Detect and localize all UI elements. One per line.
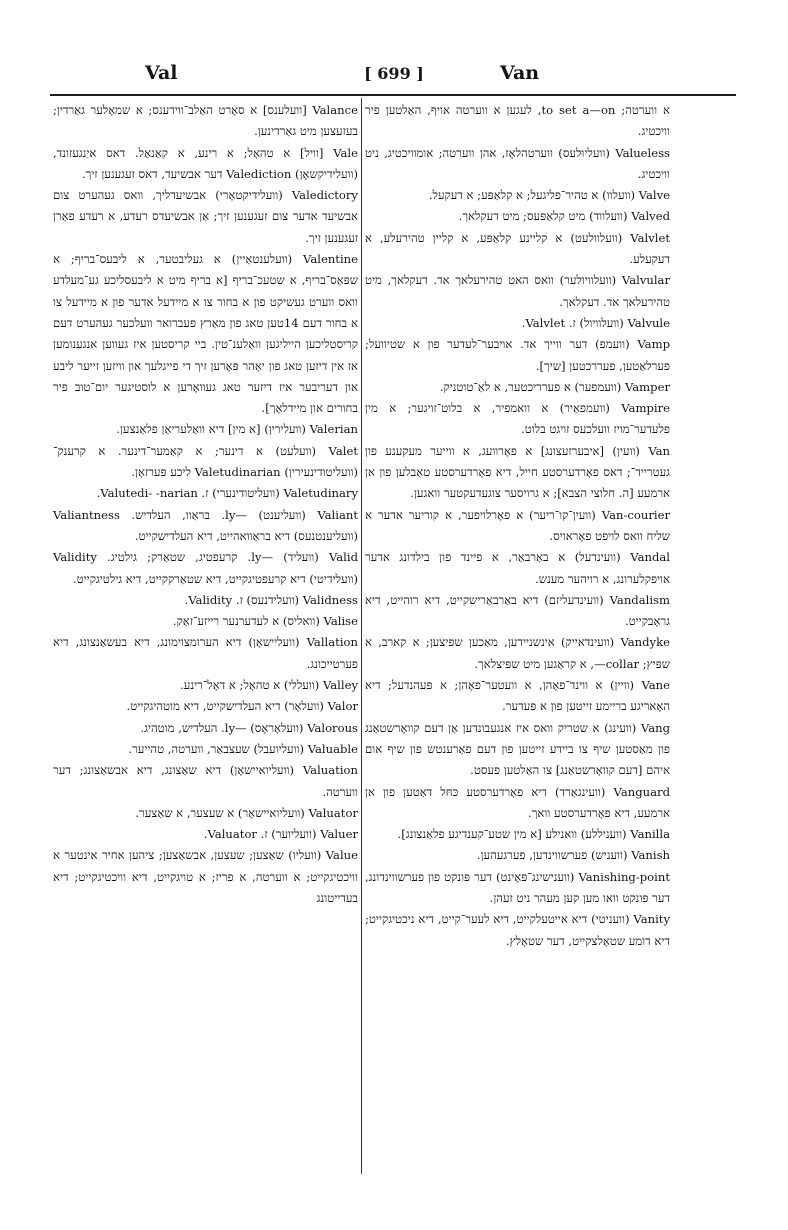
dictionary-entry: Valuator (וועליואיישאָר) א שעצער, א שאַצער. [135, 805, 358, 820]
dictionary-entry: Van-courier (וועין־קו־ריער) א פאָרלויפער, א קוריער אדער א שליח וואס לויפט פאָראויס. [365, 507, 670, 543]
header-rule [50, 94, 736, 96]
dictionary-entry: Valetudinary (וועליטודינערי) ז. Valutedi- -narian. [96, 486, 358, 501]
dictionary-entry: Valet (וועלעט) א דינער; א קאַמער־דינער. א קרענק־ (וועליטודינעירין) Valetudinarian ליכע פּערזאָן. [53, 443, 358, 480]
dictionary-entry: Vallation (וועליישאָן) דיא הערומצוימונג, דיא בעשאַנצונג, דיא פערטייכונג. [53, 635, 358, 671]
dictionary-entry: Valedictory (וועלידיקטאָרי) אבשיעדליך, וואס געהערט צום אבשיעד אדער צום זעגענען זיך; אַן אבשיעדס רעדע, א רעדע פאַרן זעגענען זיך. [53, 188, 358, 245]
dictionary-entry: Valvular (וועלוויולער) וואס האט טהירעלאך אד. דעקלאך, מיט טהירעלאך אד. דעקלאך. [365, 273, 670, 309]
left-running-head: Val [145, 62, 178, 84]
dictionary-entry: Valuer (וועליוער) ז. Valuator. [203, 827, 358, 842]
right-running-head: Van [500, 62, 540, 84]
dictionary-entry: Vanish (וועניש) פערשווינדען, פערגעהען. [476, 848, 670, 863]
dictionary-entry: Vanity (וועניטי) דיא אייטעלקייט, דיא לעער־קייט, דיא ניכטיגקייט; דיא דומע שטאָלצקייט, דער שטאָלץ. [365, 912, 670, 948]
dictionary-entry: Valerian (וועלירין) [א מין] דיא וואַלעריאַן פלאַנצען. [116, 422, 358, 437]
dictionary-entry: Valorous (וועלאָראָס) —ly. העלדיש, מוטהיג. [140, 720, 358, 735]
dictionary-entry: Van (וועין) [איבערזעצונג] א פאָרוועג, א ווייער מעקענע פון געטרייד־; דאס פאָרדערסטע חייל, דיא פאָרדערסטע טאַבלען פון אן ארמעע [ה. חלוצי הצבא]; א גרויסער צוגעדעקטער וואגען. [365, 443, 670, 501]
dictionary-entry: Valvlet (וועלוולעט) א קליינע קלאַפּע, א קליין טהירעלע, א דעקעלע. [365, 230, 670, 267]
page-number: [ 699 ] [364, 64, 424, 83]
dictionary-entry: Valise (וואליס) א לעדערנער רייזע־זאַק. [172, 614, 358, 629]
dictionary-entry: Validness (וועלידנעס) ז. Validity. [184, 592, 358, 607]
dictionary-entry: Valuation (וועליואיישאָן) דיא שאַצונג, דיא אבשאַצונג; דער ווערטה. [53, 763, 358, 799]
dictionary-entry: Vandalism (וועינדעליזם) דיא באַרבאַרישקייט, דיא רוהייט, דיא גראָבקייט. [365, 592, 670, 629]
dictionary-entry: Valved (וועלווד) מיט קלאַפּעס; מיט דעקלאך. [458, 209, 670, 224]
dictionary-entry: Vandal (וועינדעל) א באַרבאַר, א פיינד פון בילדונג אדער אויפקלערונג, א רויהער מענש. [365, 550, 670, 586]
right-column [365, 100, 670, 952]
dictionary-entry: Valor (וועלאָר) דיא העלדישקייט, דיא מוטהיגקייט. [126, 699, 358, 714]
dictionary-entry: Vang (וועינג) א שטריק וואס איז אנגעבונדען אַן דעם קוואָרשטאַנג פון מאַסטען שיף צו ביידע זייטען פון דעם פאַרענטש פון שיף אום איהם [דעם קוואָרשטאַנג] צו האַלטען פעסט. [365, 720, 670, 778]
dictionary-entry: Vale [וויל] א טהאָל; א רינע, א קאַנאַל. דאס איַנגעזונד, (וועלידיקשאָן) Valediction דער אבשיעד, דאס זעגענען זיך. [53, 145, 358, 181]
dictionary-entry: Valentine (וועלענטאַיין) א געליבטער, א ליבעס־בריף; א שפּאַס־בריף, א שטעכ־בריף [א בריף מיט א ליבעסליכע גע־מעלדע וואס ווערט געשיקט פון א בחור צו א מיידעל אדער פון א מיידעל צו א בחור דעם 14טען טאג פון מאַרץ פעברואר וועלכער געהערט דעם קריסטליכען הייליגען וואַלענ־טין. ביי קריסטען איז געווען אנגענומען אז אין דיזען טאג פון יאָהר פּאָרען זיך די פייגלעך און וויזען זייער ליבע און דעריבער איז דיזער טאג געוואָרען א לוסטיגער יום־טוב פיר בחורים און מיידלאַך]. [53, 252, 358, 416]
dictionary-entry: Vanguard (וועינגאַרד) דיא פאָרדערסטע כּחּל דאַטען פון אן ארמעע, דיא פאָרדערסטע וואך. [365, 784, 670, 820]
dictionary-entry: Valve (וועלוו) א טהיר־פליגעל; א קלאַפּע; א דעקעל. [428, 188, 670, 203]
dictionary-entry: Vanilla (וועניללע) וואנילע [א מין שטע־קענדיגע פלאַנצונג]. [397, 827, 670, 842]
dictionary-entry: Vandyke (וועינדאייק) אינשניידען, מאַכען שפּיצען; א קארב, א שפּיץ; collar—, א קראַגען מיט שפּיצלאך. [365, 635, 670, 671]
dictionary-entry: א ווערטה; to set a—on, לעגען א ווערטה אויף, האַלטען פיר וויכטיג. [365, 103, 670, 139]
dictionary-entry: Vamper (וועמפער) א פערריכטער, א לאַ־טוטניק. [439, 379, 670, 394]
dictionary-entry: Valuable (וועליועבל) שעצבאַר, ווערטה, טהייער. [128, 741, 358, 756]
left-column [53, 100, 358, 909]
dictionary-entry: Vampire (וועמפאַיר) א וואמפיר, א בלוט־זויגער; א מין פלעדער־מויז וועלכעס זויגט בלוט. [365, 401, 670, 437]
dictionary-entry: Vane (וויין) א ווינד־פאָהן, א וועטער־פאָהן; א פּעהנדעל; דיא האָאריגע בריימע זייטען פון א פּעדער. [365, 678, 670, 714]
dictionary-entry: Valance [וועלענס] א סאָרט האַלב־ווידענס; א שמאָלער גאַרדין; בעזעצען מיט גאַרדינען. [53, 103, 358, 139]
dictionary-entry: Valley (וועללי) א טהאָל; א דאָל־רינע. [180, 678, 358, 693]
dictionary-entry: Vamp (וועמפ) דער ווייך אד. אויבער־לעדער פון א שטיוועל; פערלאַטען, פעררכטען [שיך]. [365, 337, 670, 373]
dictionary-entry: Value (וועליו) שאַצען; שעצען, אבשאַצען; ציהען אחיר אינטער א וויכטיגקייט; א ווערטה, א פריז; א טויגקייט, דיא וויכטיגקייט; דיא בעדייטונג [53, 848, 358, 905]
dictionary-entry: Valid (וועליד) —ly. קרעפטיג, שטאַרק; גילטיג. Validity (וועלידיטי) דיא קרעפטיגקייט, דיא שטאַרקקייט, דיא גילטיגקייט. [53, 550, 358, 586]
dictionary-entry: Vanishing-point (ווענישינג־פּאָינט) דער פּונקט פון פערשווינדונג, דער פּונקט וואו מען קען מעהר ניט זעהן. [365, 869, 670, 905]
column-divider [361, 98, 362, 1174]
dictionary-entry: Valvule (וועלוויול) ז. Valvlet. [521, 315, 670, 330]
dictionary-entry: Valiant (וועליענט) —ly. בראַוו, העלדיש. Valiantness (וועליענטנעס) דיא בראַוואהייט, דיא העלדישקייט. [53, 507, 358, 543]
dictionary-entry: Valueless (וועליוּלעס) ווערטהלאָז, אהן ווערטה; אומוויכטיג, ניט וויכטיג. [365, 145, 670, 181]
